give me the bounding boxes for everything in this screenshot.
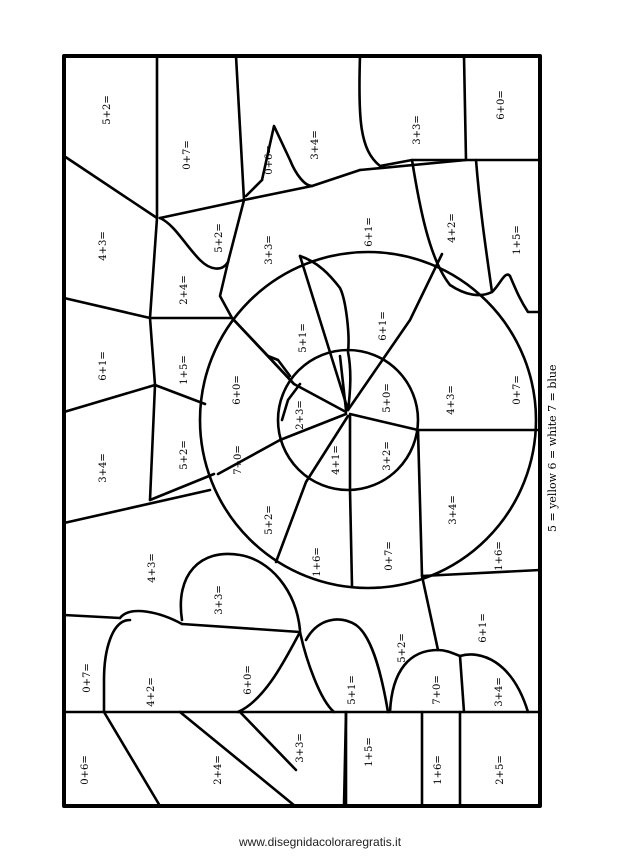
equation-label: 3+4= — [448, 495, 459, 525]
equation-label: 5+1= — [347, 675, 358, 705]
equation-label: 3+3= — [214, 585, 225, 615]
region-line — [104, 712, 160, 806]
equation-label: 5+2= — [179, 440, 190, 470]
region-line — [64, 298, 150, 318]
region-line — [160, 170, 360, 218]
equations-layer — [80, 90, 523, 784]
region-line — [64, 385, 155, 412]
region-line — [180, 712, 295, 806]
region-line — [422, 576, 438, 650]
equation-label: 1+5= — [364, 737, 375, 767]
equation-label: 0+7= — [384, 541, 395, 571]
region-line — [476, 160, 540, 312]
equation-label: 6+1= — [98, 351, 109, 381]
region-line — [460, 656, 464, 712]
sun-outer-circle — [200, 252, 536, 588]
equation-label: 5+2= — [264, 505, 275, 535]
color-legend: 5 = yellow 6 = white 7 = blue — [546, 364, 559, 532]
equation-label: 6+0= — [243, 665, 254, 695]
region-line — [348, 254, 442, 413]
region-line — [246, 180, 262, 196]
equation-label: 2+3= — [295, 400, 306, 430]
equation-label: 7+0= — [432, 675, 443, 705]
region-line — [236, 56, 244, 200]
equation-label: 1+5= — [179, 355, 190, 385]
equation-label: 6+1= — [378, 311, 389, 341]
region-line — [120, 611, 182, 624]
region-line — [155, 385, 205, 404]
equation-label: 0+7= — [182, 140, 193, 170]
equation-label: 4+2= — [447, 213, 458, 243]
equation-label: 0+7= — [82, 663, 93, 693]
equation-label: 1+6= — [494, 541, 505, 571]
equation-label: 4+2= — [146, 677, 157, 707]
equation-label: 6+0= — [232, 375, 243, 405]
equation-label: 3+4= — [310, 130, 321, 160]
equation-label: 1+6= — [312, 547, 323, 577]
region-line — [228, 200, 244, 262]
region-line — [300, 632, 334, 712]
region-line — [182, 624, 300, 632]
website-url: www.disegnidacoloraregratis.it — [238, 835, 402, 849]
region-line — [64, 615, 120, 618]
equation-label: 1+5= — [512, 225, 523, 255]
equation-label: 2+5= — [495, 755, 506, 785]
equation-label: 1+6= — [433, 755, 444, 785]
equation-label: 3+3= — [295, 733, 306, 763]
region-line — [350, 416, 352, 586]
equation-label: 0+6= — [80, 755, 91, 785]
region-line — [412, 160, 450, 285]
region-line — [418, 430, 540, 576]
equation-label: 6+1= — [364, 217, 375, 247]
equation-label: 2+4= — [213, 755, 224, 785]
equation-label: 7+0= — [233, 445, 244, 475]
equation-label: 4+3= — [446, 385, 457, 415]
equation-label: 5+0= — [382, 383, 393, 413]
equation-label: 5+2= — [214, 223, 225, 253]
region-line — [104, 620, 130, 712]
region-line — [359, 56, 466, 166]
equation-label: 6+1= — [478, 613, 489, 643]
equation-label: 4+3= — [147, 553, 158, 583]
region-line — [350, 414, 540, 430]
region-line — [64, 490, 210, 523]
equation-label: 6+0= — [496, 90, 507, 120]
equation-label: 4+1= — [331, 445, 342, 475]
equation-label: 5+2= — [102, 95, 113, 125]
equation-label: 5+1= — [298, 323, 309, 353]
equation-label: 0+7= — [512, 375, 523, 405]
equation-label: 3+3= — [412, 115, 423, 145]
region-line — [220, 262, 232, 318]
region-line — [64, 156, 157, 218]
equation-label: 3+2= — [382, 441, 393, 471]
equation-label: 0+6= — [264, 145, 275, 175]
equation-label: 5+2= — [397, 633, 408, 663]
equation-label: 4+3= — [98, 231, 109, 261]
region-line — [240, 712, 296, 770]
equation-label: 3+3= — [264, 235, 275, 265]
equation-label: 3+4= — [98, 453, 109, 483]
equation-label: 3+4= — [494, 677, 505, 707]
equation-label: 2+4= — [179, 275, 190, 305]
region-line — [150, 56, 157, 500]
